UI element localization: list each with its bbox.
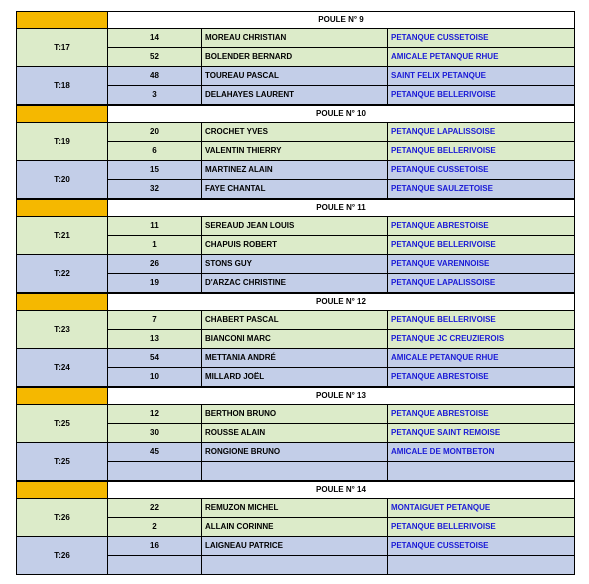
player-row xyxy=(108,537,574,556)
poule-marker xyxy=(16,11,108,29)
player-number: 48 xyxy=(108,67,202,85)
player-club: SAINT FELIX PETANQUE xyxy=(391,71,486,80)
team-block xyxy=(16,123,575,161)
team-block xyxy=(16,405,575,443)
player-name xyxy=(202,462,388,480)
player-row xyxy=(108,236,574,254)
player-name: CHAPUIS ROBERT xyxy=(202,236,388,254)
player-name: ROUSSE ALAIN xyxy=(202,424,388,442)
player-row xyxy=(108,217,574,236)
poule-marker xyxy=(16,481,108,499)
player-club: PETANQUE BELLERIVOISE xyxy=(391,522,496,531)
player-number: 54 xyxy=(108,349,202,367)
player-club: PETANQUE ABRESTOISE xyxy=(391,372,489,381)
player-club: PETANQUE CUSSETOISE xyxy=(391,541,489,550)
player-name: MARTINEZ ALAIN xyxy=(202,161,388,179)
player-club: PETANQUE BELLERIVOISE xyxy=(391,315,496,324)
player-row xyxy=(108,161,574,180)
poule-header xyxy=(16,387,575,405)
player-name: VALENTIN THIERRY xyxy=(202,142,388,160)
player-row xyxy=(108,311,574,330)
poule-sheet xyxy=(16,11,575,575)
team-label: T:26 xyxy=(17,499,108,536)
team-label: T:17 xyxy=(17,29,108,66)
team-label: T:20 xyxy=(17,161,108,198)
player-number: 16 xyxy=(108,537,202,555)
player-row xyxy=(108,274,574,292)
player-name: BIANCONI MARC xyxy=(202,330,388,348)
player-row xyxy=(108,255,574,274)
team-block xyxy=(16,349,575,387)
team-label: T:23 xyxy=(17,311,108,348)
poule-header xyxy=(16,293,575,311)
poule-title: POULE N° 11 xyxy=(108,199,575,217)
player-club xyxy=(388,556,574,574)
player-name: MOREAU CHRISTIAN xyxy=(202,29,388,47)
team-block xyxy=(16,217,575,255)
player-name: DELAHAYES LAURENT xyxy=(202,86,388,104)
poule-header xyxy=(16,481,575,499)
player-club: PETANQUE LAPALISSOISE xyxy=(391,278,496,287)
player-name: SEREAUD JEAN LOUIS xyxy=(202,217,388,235)
team-block xyxy=(16,537,575,575)
player-row xyxy=(108,424,574,442)
player-club: MONTAIGUET PETANQUE xyxy=(391,503,491,512)
player-name: CROCHET YVES xyxy=(202,123,388,141)
player-club: AMICALE PETANQUE RHUE xyxy=(391,353,499,362)
player-number: 11 xyxy=(108,217,202,235)
player-number: 19 xyxy=(108,274,202,292)
player-row xyxy=(108,349,574,368)
team-block xyxy=(16,443,575,481)
player-number: 13 xyxy=(108,330,202,348)
player-name: LAIGNEAU PATRICE xyxy=(202,537,388,555)
player-number xyxy=(108,556,202,574)
team-block xyxy=(16,29,575,67)
player-number: 32 xyxy=(108,180,202,198)
player-row xyxy=(108,48,574,66)
poule-title: POULE N° 12 xyxy=(108,293,575,311)
player-row xyxy=(108,142,574,160)
team-label: T:25 xyxy=(17,405,108,442)
player-club xyxy=(388,462,574,480)
player-number: 45 xyxy=(108,443,202,461)
team-label: T:25 xyxy=(17,443,108,480)
player-name: CHABERT PASCAL xyxy=(202,311,388,329)
poule-header xyxy=(16,11,575,29)
player-club: PETANQUE CUSSETOISE xyxy=(391,33,489,42)
player-number xyxy=(108,462,202,480)
player-number: 2 xyxy=(108,518,202,536)
player-number: 1 xyxy=(108,236,202,254)
player-number: 52 xyxy=(108,48,202,66)
player-name xyxy=(202,556,388,574)
player-name: D'ARZAC CHRISTINE xyxy=(202,274,388,292)
player-club: PETANQUE VARENNOISE xyxy=(391,259,490,268)
player-club: PETANQUE ABRESTOISE xyxy=(391,409,489,418)
player-name: REMUZON MICHEL xyxy=(202,499,388,517)
player-row xyxy=(108,405,574,424)
player-row xyxy=(108,518,574,536)
player-number: 30 xyxy=(108,424,202,442)
poule-title: POULE N° 14 xyxy=(108,481,575,499)
team-block xyxy=(16,311,575,349)
player-number: 22 xyxy=(108,499,202,517)
poule-marker xyxy=(16,293,108,311)
poule-header xyxy=(16,199,575,217)
player-name: RONGIONE BRUNO xyxy=(202,443,388,461)
team-label: T:18 xyxy=(17,67,108,104)
player-row xyxy=(108,330,574,348)
player-row xyxy=(108,29,574,48)
poule-marker xyxy=(16,387,108,405)
team-label: T:19 xyxy=(17,123,108,160)
player-number: 3 xyxy=(108,86,202,104)
team-label: T:26 xyxy=(17,537,108,574)
player-club: PETANQUE CUSSETOISE xyxy=(391,165,489,174)
player-row xyxy=(108,86,574,104)
player-club: AMICALE PETANQUE RHUE xyxy=(391,52,499,61)
player-club: PETANQUE JC CREUZIEROIS xyxy=(391,334,505,343)
player-name: BOLENDER BERNARD xyxy=(202,48,388,66)
team-label: T:22 xyxy=(17,255,108,292)
poule-marker xyxy=(16,105,108,123)
player-number: 10 xyxy=(108,368,202,386)
team-label: T:21 xyxy=(17,217,108,254)
player-row xyxy=(108,443,574,462)
player-number: 26 xyxy=(108,255,202,273)
player-name: FAYE CHANTAL xyxy=(202,180,388,198)
player-row xyxy=(108,180,574,198)
player-row xyxy=(108,368,574,386)
player-club: AMICALE DE MONTBETON xyxy=(391,447,495,456)
team-label: T:24 xyxy=(17,349,108,386)
player-number: 14 xyxy=(108,29,202,47)
poule-title: POULE N° 13 xyxy=(108,387,575,405)
player-number: 15 xyxy=(108,161,202,179)
team-block xyxy=(16,255,575,293)
team-block xyxy=(16,67,575,105)
player-name: ALLAIN CORINNE xyxy=(202,518,388,536)
poule-title: POULE N° 9 xyxy=(108,11,575,29)
player-number: 7 xyxy=(108,311,202,329)
poule-marker xyxy=(16,199,108,217)
player-name: BERTHON BRUNO xyxy=(202,405,388,423)
player-row xyxy=(108,123,574,142)
player-club: PETANQUE BELLERIVOISE xyxy=(391,240,496,249)
team-block xyxy=(16,161,575,199)
player-name: METTANIA ANDRÉ xyxy=(202,349,388,367)
player-number: 12 xyxy=(108,405,202,423)
player-row xyxy=(108,462,574,480)
player-club: PETANQUE LAPALISSOISE xyxy=(391,127,496,136)
player-name: MILLARD JOËL xyxy=(202,368,388,386)
player-club: PETANQUE SAULZETOISE xyxy=(391,184,493,193)
player-row xyxy=(108,556,574,574)
team-block xyxy=(16,499,575,537)
player-number: 20 xyxy=(108,123,202,141)
player-club: PETANQUE SAINT REMOISE xyxy=(391,428,501,437)
player-row xyxy=(108,499,574,518)
player-club: PETANQUE ABRESTOISE xyxy=(391,221,489,230)
player-name: TOUREAU PASCAL xyxy=(202,67,388,85)
player-row xyxy=(108,67,574,86)
player-club: PETANQUE BELLERIVOISE xyxy=(391,90,496,99)
player-name: STONS GUY xyxy=(202,255,388,273)
poule-title: POULE N° 10 xyxy=(108,105,575,123)
poule-header xyxy=(16,105,575,123)
player-number: 6 xyxy=(108,142,202,160)
player-club: PETANQUE BELLERIVOISE xyxy=(391,146,496,155)
